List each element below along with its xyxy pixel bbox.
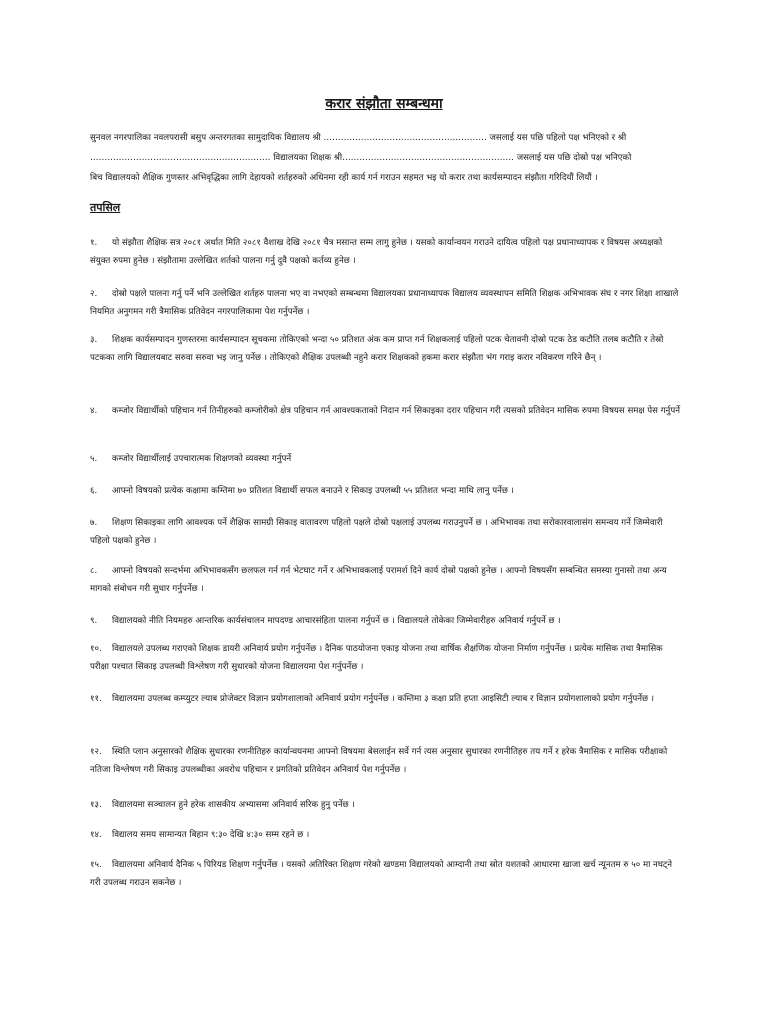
- item-number: १२.: [90, 747, 102, 757]
- item-number: १३.: [90, 800, 102, 810]
- item-text: शिक्षण सिकाइका लागि आवश्यक पर्ने शैक्षिक सामग्री सिकाइ वातावरण पहिलो पक्षले दोस्रो पक्षलाई उपलब्ध गराउनुपर्ने छ । अभिभावक तथा सरोकारवालासंग समन्वय गर्ने जिम्मेवारी पहिलो पक्षको हुनेछ ।: [90, 518, 663, 546]
- list-item: [90, 743, 680, 779]
- item-text: विद्यालयले उपलब्ध गराएको शिक्षक डायरी अनिवार्य प्रयोग गर्नुपर्नेछ । दैनिक पाठयोजना एकाइ योजना तथा वार्षिक शैक्षणिक योजना निर्माण गर्नुपर्नेछ । प्रत्येक मासिक तथा त्रैमासिक परीक्षा पश्चात सिकाइ उपलब्धी विश्लेषण गरी सुधारको योजना विद्यालयमा पेश गर्नुपर्नेछ ।: [90, 644, 663, 672]
- intro-line: बिच विद्यालयको शैक्षिक गुणस्तर अभिवृद्धिका लागि देहायको शर्तहरुको अधिनमा रही कार्य गर्न गराउन सहमत भइ यो करार तथा कार्यसम्पादन संझौता गरिदियौं लियौं ।: [90, 173, 598, 183]
- item-number: ५.: [90, 454, 98, 464]
- item-text: विद्यालयको नीति नियमहरु आन्तरिक कार्यसंचालन मापदण्ड आचारसंहिता पालना गर्नुपर्ने छ । विद्यालयले तोकेका जिम्मेवारीहरु अनिवार्य गर्नुपर्ने छ ।: [112, 616, 561, 626]
- item-text: शिक्षक कार्यसम्पादन गुणस्तरमा कार्यसम्पादन सूचकमा तोकिएको भन्दा ५० प्रतिशत अंक कम प्राप्त गर्न शिक्षकलाई पहिलो पटक चेतावनी दोस्रो पटक ठेड कटौति तलब कटौति र तेस्रो पटकका लागि विद्यालयबाट सरुवा सरुवा भइ जानु पर्नेछ । तोकिएको शैक्षिक उपलब्धी नहुने करार शिक्षकको हकमा करार संझौता भंग गराइ करार नविकरण गरिने छैन् ।: [90, 335, 664, 363]
- item-number: ३.: [90, 335, 98, 345]
- list-item: [90, 285, 680, 321]
- item-number: ९.: [90, 616, 98, 626]
- item-number: २.: [90, 289, 98, 299]
- intro-line: सुनवल नगरपालिका नवलपरासी बसुप अन्तरगतका सामुदायिक विद्यालय श्री ………………………………………………… जसलाई यस पछि पहिलो पक्ष भनिएको र श्री: [90, 133, 627, 143]
- list-item: [90, 796, 680, 814]
- item-number: ८.: [90, 566, 98, 576]
- item-text: स्थिति प्लान अनुसारको शैक्षिक सुधारका रणनीतिहरु कार्यान्वयनमा आफ्नो विषयमा बेसलाईन सर्वे गर्न त्यस अनुसार सुधारका रणनीतिहरु तय गर्ने र हरेक त्रैमासिक र मासिक परीक्षाको नतिजा विश्लेषण गरी सिकाइ उपलब्धीका अवरोध पहिचान र प्रगतिको प्रतिवेदन अनिवार्य पेश गर्नुपर्नेछ ।: [90, 747, 668, 775]
- item-number: १५.: [90, 860, 102, 870]
- list-item: [90, 482, 680, 500]
- list-item: [90, 612, 680, 630]
- list-item: [90, 331, 680, 367]
- list-item: [90, 562, 680, 598]
- item-text: यो संझौता शैक्षिक सत्र २०८१ अर्थात मिति २०८१ वैशाख देखि २०८१ चैत्र मसान्त सम्म लागु हुनेछ । यसको कार्यान्वयन गराउने दायित्व पहिलो पक्ष प्रधानाध्यापक र विषयस अध्यक्षको संयुक्त रुपमा हुनेछ । संझौतामा उल्लेखित शर्तको पालना गर्नु दुवै पक्षको कर्तव्य हुनेछ ।: [90, 238, 663, 266]
- item-text: विद्यालय समय सामान्यत बिहान ९:३० देखि ४:३० सम्म रहने छ ।: [112, 830, 310, 840]
- item-number: ६.: [90, 486, 98, 496]
- item-text: विद्यालयमा सञ्चालन हुने हरेक शासकीय अभ्यासमा अनिवार्य सरिक हुनु पर्नेछ ।: [112, 800, 355, 810]
- list-item: [90, 234, 680, 270]
- list-item: [90, 450, 680, 468]
- intro-paragraph: [90, 128, 690, 188]
- list-item: [90, 690, 680, 708]
- item-text: दोस्रो पक्षले पालना गर्नु पर्ने भनि उल्लेखित शर्तहरु पालना भए वा नभएको सम्बन्धमा विद्यालयका प्रधानाध्यापक विद्यालय व्यवस्थापन समिति शिक्षक अभिभावक संघ र नगर शिक्षा शाखाले नियमित अनुगमन गरी त्रैमासिक प्रतिवेदन नगरपालिकामा पेश गर्नुपर्नेछ ।: [90, 289, 679, 317]
- list-item: [90, 826, 680, 844]
- list-item: [90, 640, 680, 676]
- item-number: १४.: [90, 830, 102, 840]
- section-title: तपसिल: [90, 201, 121, 214]
- item-text: विद्यालयमा अनिवार्य दैनिक ५ पिरियड शिक्षण गर्नुपर्नेछ । यसको अतिरिक्त शिक्षण गरेको खण्डमा विद्यालयको आम्दानी तथा स्रोत यशतको आधारमा खाजा खर्च न्यूनतम रु ५० मा नघट्ने गरी उपलब्ध गराउन सकनेछ ।: [90, 860, 672, 888]
- item-number: १०.: [90, 644, 102, 654]
- item-text: आफ्नो विषयको प्रत्येक कक्षामा कम्तिमा ७० प्रतिशत विद्यार्थी सफल बनाउने र सिकाइ उपलब्धी ५५ प्रतिशत भन्दा माथि लानु पर्नेछ ।: [112, 486, 514, 496]
- item-text: कम्जोर विद्यार्थीको पहिचान गर्न तिनीहरुको कम्जोरीको क्षेत्र पहिचान गर्न आवश्यकताको निदान गर्न सिकाइका दरार पहिचान गरी त्यसको प्रतिवेदन मासिक रुपमा विषयस समक्ष पेस गर्नुपर्ने: [112, 406, 680, 416]
- item-number: ११.: [90, 694, 102, 704]
- intro-line: ……………………………………………………… विद्यालयका शिक्षक श्री…………………………………………………… जसलाई यस पछि दोस्रो पक्ष भनिएको: [90, 153, 632, 163]
- item-text: आफ्नो विषयको सन्दर्भमा अभिभावकसँग छलफल गर्न गर्न भेटघाट गर्ने र अभिभावकलाई परामर्श दिने कार्य दोस्रो पक्षको हुनेछ । आफ्नो विषयसँग सम्बन्धित समस्या गुनासो तथा अन्य मागको संबोधन गरी सुधार गर्नुपर्नेछ ।: [90, 566, 667, 594]
- item-text: कम्जोर विद्यार्थीलाई उपचारात्मक शिक्षणको व्यवस्था गर्नुपर्ने: [112, 454, 292, 464]
- item-number: ४.: [90, 406, 98, 416]
- item-number: ७.: [90, 518, 98, 528]
- list-item: [90, 856, 680, 892]
- page-title: करार संझौता सम्बन्धमा: [325, 96, 443, 112]
- list-item: [90, 402, 680, 420]
- list-item: [90, 514, 680, 550]
- item-number: १.: [90, 238, 98, 248]
- item-text: विद्यालयमा उपलब्ध कम्प्युटर ल्याब प्रोजेक्टर विज्ञान प्रयोगशालाको अनिवार्य प्रयोग गर्नुपर्नेछ । कम्तिमा ३ कक्षा प्रति हप्ता आइसिटी ल्याब र विज्ञान प्रयोगशालाको प्रयोग गर्नुपर्नेछ ।: [112, 694, 655, 704]
